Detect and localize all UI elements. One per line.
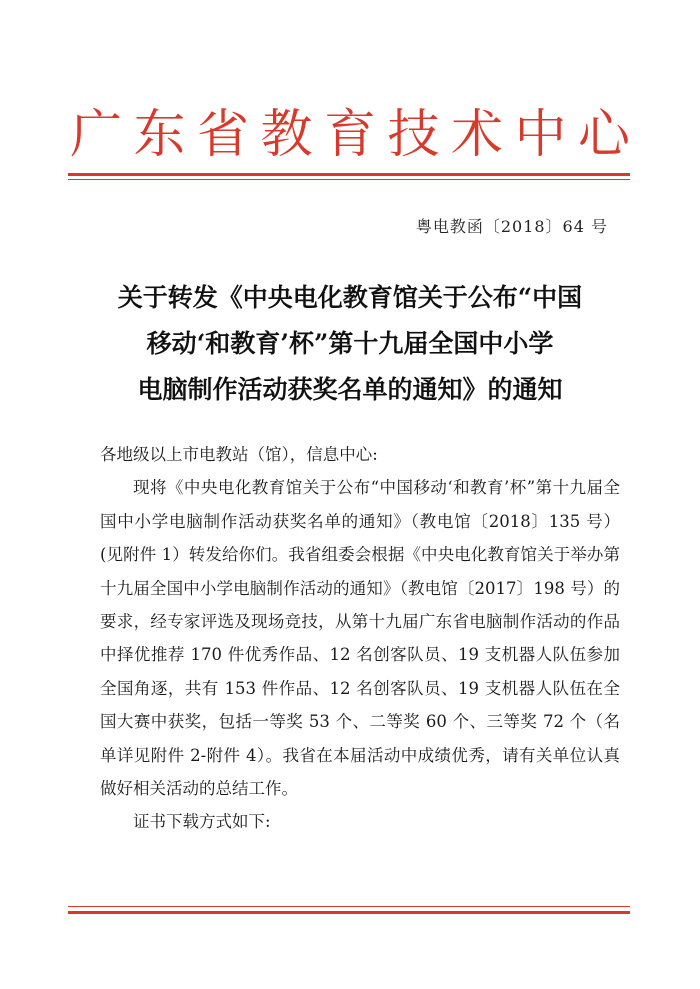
body-paragraph: 证书下载方式如下: [133, 812, 271, 832]
footer-divider-thick [68, 911, 630, 914]
letterhead-char: 心 [578, 105, 631, 165]
letterhead-char: 中 [514, 105, 567, 165]
letterhead-char: 育 [324, 105, 377, 165]
letterhead-char: 术 [451, 105, 504, 165]
letterhead-char: 东 [133, 105, 186, 165]
footer-divider-thin [68, 906, 630, 907]
letterhead-char: 技 [387, 105, 440, 165]
header-divider-thick [68, 173, 630, 176]
letterhead-char: 广 [70, 105, 123, 165]
letterhead-org-name [70, 100, 630, 170]
title-line: 关于转发《中央电化教育馆关于公布“中国 [117, 283, 583, 312]
letterhead-char: 教 [260, 105, 313, 165]
document-body [100, 438, 620, 839]
document-number: 粤电教函〔2018〕64 号 [415, 217, 608, 236]
addressee: 各地级以上市电教站（馆），信息中心: [100, 445, 378, 464]
letterhead-char: 省 [197, 105, 250, 165]
title-line: 电脑制作活动获奖名单的通知》的通知 [137, 375, 563, 404]
title-line: 移动‘和教育’杯”第十九届全国中小学 [146, 329, 554, 358]
body-paragraph: 现将《中央电化教育馆关于公布“中国移动‘和教育’杯”第十九届全国中小学电脑制作活动获奖名单的通知》（教电馆〔2018〕135 号）(见附件 1）转发给你们。我省组委会根据《中央电化教育馆关于举办第十九届全国中小学电脑制作活动的通知》（教电馆〔2017〕198 号）的要求，经专家评选及现场竞技，从第十九届广东省电脑制作活动的作品中择优推荐 170 件优秀作品、12 名创客队员、19 支机器人队伍参加全国角逐，共有 153 件作品、12 名创客队员、19 支机器人队伍在全国大赛中获奖，包括一等奖 53 个、二等奖 60 个、三等奖 72 个（名单详见附件 2-附件 4）。我省在本届活动中成绩优秀，请有关单位认真做好相关活动的总结工作。 [100, 478, 620, 799]
document-title [60, 275, 640, 413]
header-divider-thin [68, 179, 630, 180]
